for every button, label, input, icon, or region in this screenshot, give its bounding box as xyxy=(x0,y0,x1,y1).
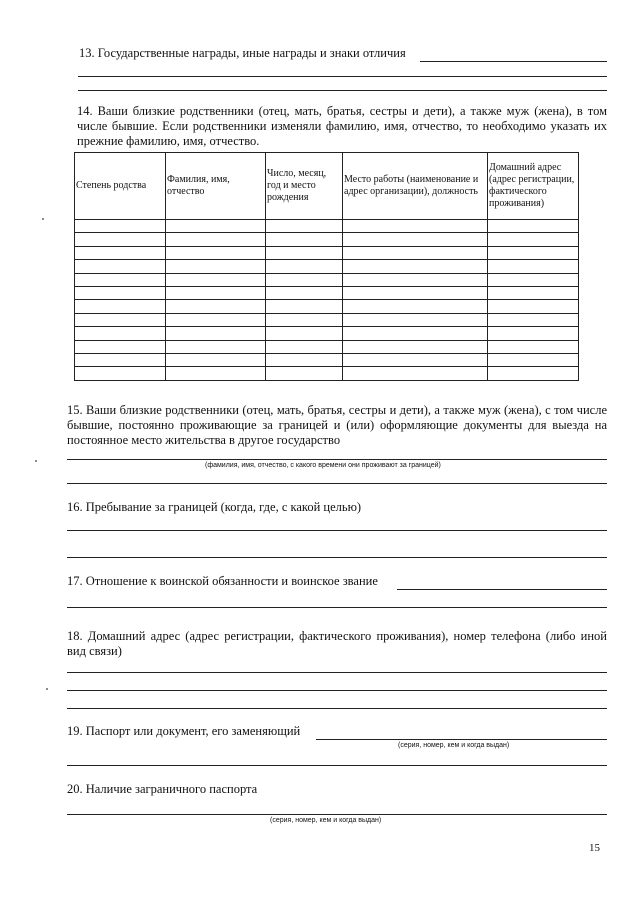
table-cell[interactable] xyxy=(75,273,166,286)
table-cell[interactable] xyxy=(75,367,166,380)
table-cell[interactable] xyxy=(75,300,166,313)
column-header-home-address: Домашний адрес (адрес регистрации, фактического проживания) xyxy=(488,153,579,220)
table-cell[interactable] xyxy=(488,313,579,326)
q20-caption: (серия, номер, кем и когда выдан) xyxy=(270,817,382,824)
q20-answer-line[interactable] xyxy=(67,814,607,815)
relatives-table xyxy=(74,152,579,381)
q17-label: 17. Отношение к воинской обязанности и воинское звание xyxy=(67,574,378,588)
q16-label: 16. Пребывание за границей (когда, где, с какой целью) xyxy=(67,500,362,514)
table-cell[interactable] xyxy=(488,220,579,233)
column-header-relationship: Степень родства xyxy=(75,153,166,220)
relatives-table-header xyxy=(75,153,579,220)
table-cell[interactable] xyxy=(488,260,579,273)
table-cell[interactable] xyxy=(75,233,166,246)
table-cell[interactable] xyxy=(75,353,166,366)
q13-answer-line-3[interactable] xyxy=(78,90,607,91)
table-cell[interactable] xyxy=(166,340,266,353)
table-cell[interactable] xyxy=(343,273,488,286)
table-cell[interactable] xyxy=(266,260,343,273)
q18-answer-line-2[interactable] xyxy=(67,690,607,691)
scan-speck xyxy=(35,460,37,462)
table-row xyxy=(75,286,579,299)
table-cell[interactable] xyxy=(343,220,488,233)
table-cell[interactable] xyxy=(266,220,343,233)
table-cell[interactable] xyxy=(343,233,488,246)
table-cell[interactable] xyxy=(488,367,579,380)
q18-answer-line-1[interactable] xyxy=(67,672,607,673)
table-cell[interactable] xyxy=(166,220,266,233)
table-cell[interactable] xyxy=(343,260,488,273)
table-cell[interactable] xyxy=(488,353,579,366)
q17-answer-line-2[interactable] xyxy=(67,607,607,608)
q19-label: 19. Паспорт или документ, его заменяющий xyxy=(67,724,301,738)
table-cell[interactable] xyxy=(343,327,488,340)
q15-answer-line-1[interactable] xyxy=(67,459,607,460)
table-cell[interactable] xyxy=(166,246,266,259)
table-cell[interactable] xyxy=(343,367,488,380)
q15-caption: (фамилия, имя, отчество, с какого времени они проживают за границей) xyxy=(205,462,441,469)
q18-answer-line-3[interactable] xyxy=(67,708,607,709)
table-cell[interactable] xyxy=(266,367,343,380)
q15-answer-line-2[interactable] xyxy=(67,483,607,484)
q18-text: 18. Домашний адрес (адрес регистрации, фактического проживания), номер телефона (либо иной вид связи) xyxy=(67,629,607,658)
q13-label: 13. Государственные награды, иные награды и знаки отличия xyxy=(79,46,406,60)
q16-answer-line-1[interactable] xyxy=(67,530,607,531)
table-cell[interactable] xyxy=(343,353,488,366)
table-row xyxy=(75,367,579,380)
table-cell[interactable] xyxy=(166,233,266,246)
table-cell[interactable] xyxy=(343,286,488,299)
table-cell[interactable] xyxy=(266,327,343,340)
table-cell[interactable] xyxy=(166,300,266,313)
q13-answer-line-2[interactable] xyxy=(78,76,607,77)
column-header-workplace: Место работы (наименование и адрес организации), должность xyxy=(343,153,488,220)
table-row xyxy=(75,246,579,259)
table-cell[interactable] xyxy=(75,246,166,259)
table-cell[interactable] xyxy=(75,313,166,326)
table-cell[interactable] xyxy=(488,300,579,313)
table-row xyxy=(75,313,579,326)
page-number: 15 xyxy=(589,842,600,854)
q19-answer-line-1[interactable] xyxy=(316,739,607,740)
table-row xyxy=(75,340,579,353)
table-row xyxy=(75,300,579,313)
table-cell[interactable] xyxy=(266,340,343,353)
table-cell[interactable] xyxy=(266,286,343,299)
table-cell[interactable] xyxy=(75,340,166,353)
table-cell[interactable] xyxy=(488,233,579,246)
table-cell[interactable] xyxy=(343,340,488,353)
table-cell[interactable] xyxy=(488,246,579,259)
table-row xyxy=(75,353,579,366)
table-cell[interactable] xyxy=(75,286,166,299)
q14-text: 14. Ваши близкие родственники (отец, мать, братья, сестры и дети), а также муж (жена), в том числе бывшие. Если родственники изменяли фамилию, имя, отчество, то необходимо указать их прежние фамилию, имя, отчество. xyxy=(77,104,607,148)
q19-caption: (серия, номер, кем и когда выдан) xyxy=(398,742,510,749)
table-cell[interactable] xyxy=(266,313,343,326)
q15-text: 15. Ваши близкие родственники (отец, мать, братья, сестры и дети), а также муж (жена), с том числе бывшие, постоянно проживающие за границей и (или) оформляющие документы для выезда на постоянное место жительства в другое государство xyxy=(67,403,607,447)
table-cell[interactable] xyxy=(343,300,488,313)
table-row xyxy=(75,273,579,286)
table-cell[interactable] xyxy=(266,300,343,313)
table-cell[interactable] xyxy=(488,273,579,286)
table-cell[interactable] xyxy=(266,353,343,366)
q13-answer-line-1[interactable] xyxy=(420,61,607,62)
table-cell[interactable] xyxy=(75,327,166,340)
table-cell[interactable] xyxy=(343,246,488,259)
q20-label: 20. Наличие заграничного паспорта xyxy=(67,782,258,796)
table-cell[interactable] xyxy=(166,260,266,273)
table-cell[interactable] xyxy=(343,313,488,326)
q17-answer-line-1[interactable] xyxy=(397,589,607,590)
table-cell[interactable] xyxy=(166,367,266,380)
scan-speck xyxy=(46,688,48,690)
table-cell[interactable] xyxy=(488,340,579,353)
column-header-full-name: Фамилия, имя, отчество xyxy=(166,153,266,220)
table-cell[interactable] xyxy=(166,327,266,340)
q19-answer-line-2[interactable] xyxy=(67,765,607,766)
scan-speck xyxy=(42,218,44,220)
table-cell[interactable] xyxy=(166,353,266,366)
table-cell[interactable] xyxy=(166,273,266,286)
table-cell[interactable] xyxy=(75,220,166,233)
table-cell[interactable] xyxy=(266,233,343,246)
table-cell[interactable] xyxy=(488,286,579,299)
table-cell[interactable] xyxy=(166,313,266,326)
table-row xyxy=(75,233,579,246)
table-cell[interactable] xyxy=(75,260,166,273)
table-cell[interactable] xyxy=(488,327,579,340)
q16-answer-line-2[interactable] xyxy=(67,557,607,558)
table-row xyxy=(75,327,579,340)
column-header-birth: Число, месяц, год и место рождения xyxy=(266,153,343,220)
table-cell[interactable] xyxy=(266,273,343,286)
table-cell[interactable] xyxy=(166,286,266,299)
table-row xyxy=(75,220,579,233)
table-row xyxy=(75,260,579,273)
table-cell[interactable] xyxy=(266,246,343,259)
